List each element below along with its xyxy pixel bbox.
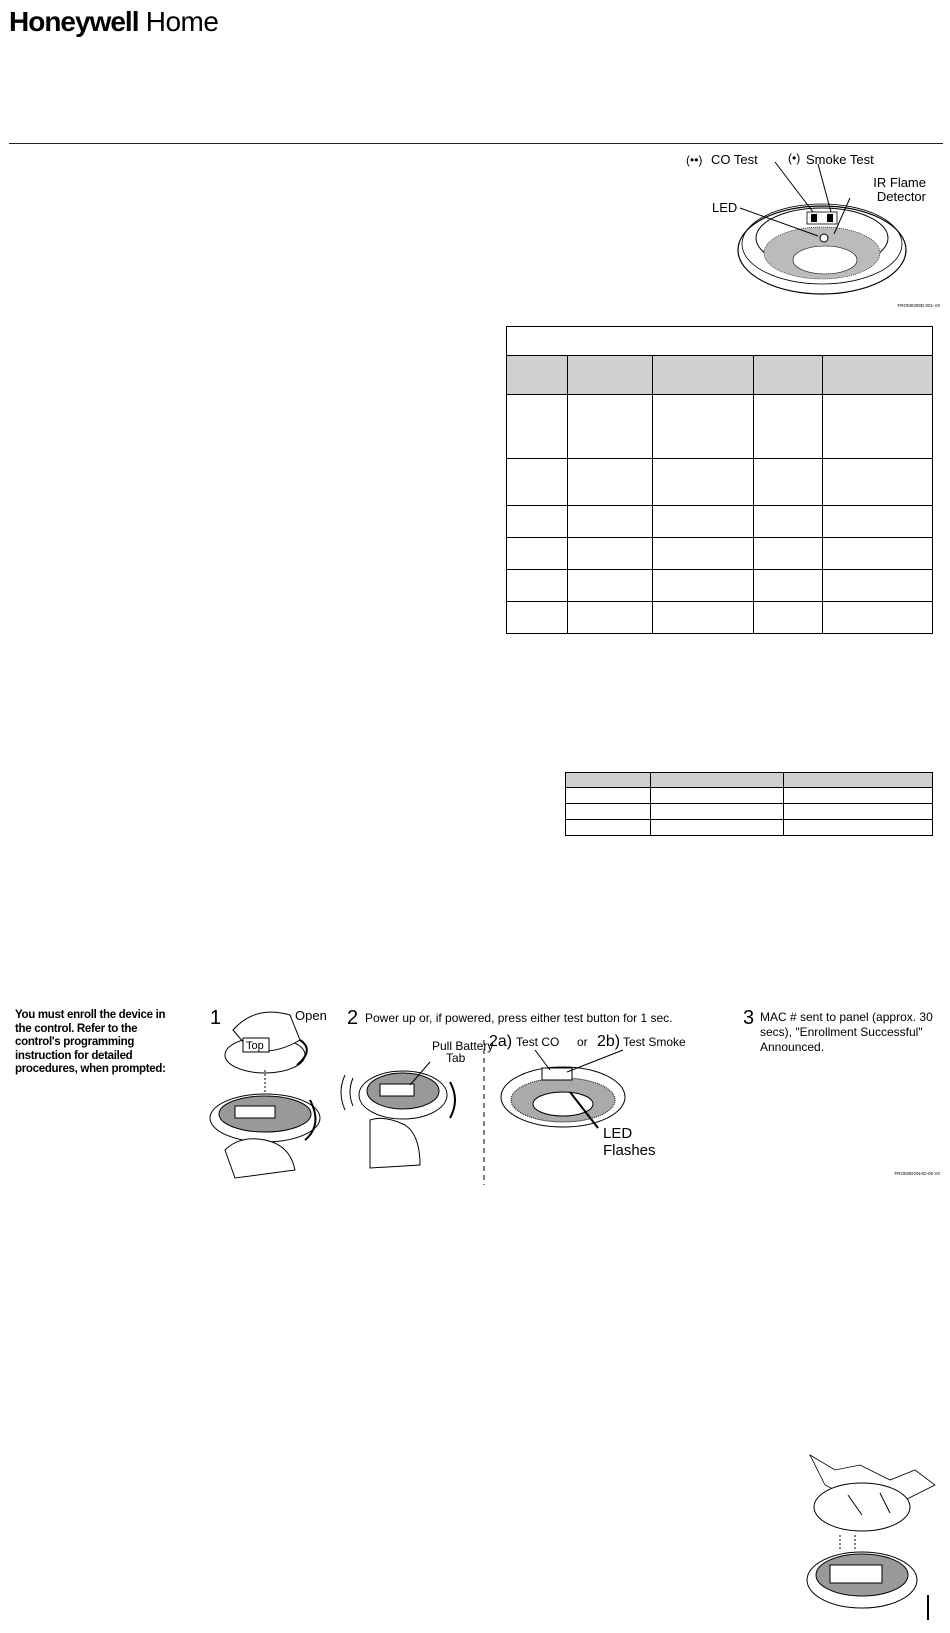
table-row [507, 602, 933, 634]
step1-number: 1 [210, 1007, 222, 1029]
table-1 [506, 326, 933, 634]
led-flashes-label-1: LED [603, 1125, 633, 1142]
smoke-test-label: Smoke Test [806, 152, 874, 167]
table-row [566, 804, 933, 820]
step2b-number: 2b) [597, 1033, 621, 1050]
brand-name-bold: Honeywell [9, 6, 139, 37]
or-label: or [577, 1035, 588, 1049]
brand-logo [9, 6, 218, 38]
detector-figure [686, 150, 945, 310]
step2ab-illustration [501, 1050, 625, 1128]
co-test-label: CO Test [711, 152, 758, 167]
table-2 [565, 772, 933, 836]
step1-open-label: Open [295, 1008, 327, 1023]
enrollment-figure [205, 1000, 945, 1185]
step3-number: 3 [743, 1007, 755, 1029]
step2-number: 2 [347, 1007, 359, 1029]
table-row [566, 820, 933, 836]
led-flashes-label-2: Flashes [603, 1142, 656, 1159]
step1-top-label: Top [246, 1040, 264, 1052]
step3-text: MAC # sent to panel (approx. 30 secs), "Enrollment Successful" Announced. [760, 1010, 933, 1054]
table-2-header-row [566, 773, 933, 788]
pull-battery-label-1: Pull Battery [432, 1039, 494, 1053]
step1-illustration [210, 1012, 320, 1178]
step2a-number: 2a) [489, 1033, 513, 1050]
header-divider [9, 143, 943, 144]
step2b-label: Test Smoke [623, 1035, 686, 1049]
table-row [507, 506, 933, 538]
enrollment-figure-code: FROM3DONAD-06-V0 [894, 1171, 940, 1176]
step2a-label: Test CO [516, 1035, 560, 1049]
table-1-header-row [507, 356, 933, 395]
led-label: LED [712, 200, 738, 215]
co-test-icon: (••) [686, 153, 703, 167]
table-1-caption-row [507, 327, 933, 356]
brand-name-light: Home [145, 6, 219, 37]
mounting-illustration [800, 1445, 945, 1630]
table-row [507, 538, 933, 570]
ir-flame-label-2: Detector [876, 189, 926, 204]
table-row [566, 788, 933, 804]
step2-text: Power up or, if powered, press either test button for 1 sec. [365, 1011, 673, 1025]
table-row [507, 459, 933, 506]
figure1-code: FROM0308D-001-V0 [897, 303, 940, 308]
ir-flame-label-1: IR Flame [873, 175, 926, 190]
table-row [507, 570, 933, 602]
table-row [507, 395, 933, 459]
pull-battery-label-2: Tab [446, 1051, 466, 1065]
smoke-test-icon: (•) [788, 151, 801, 165]
step2-illustration [341, 1062, 455, 1168]
enrollment-intro: You must enroll the device in the control. Refer to the control's programming instruction for detailed procedures, when prompted: [15, 1009, 166, 1075]
